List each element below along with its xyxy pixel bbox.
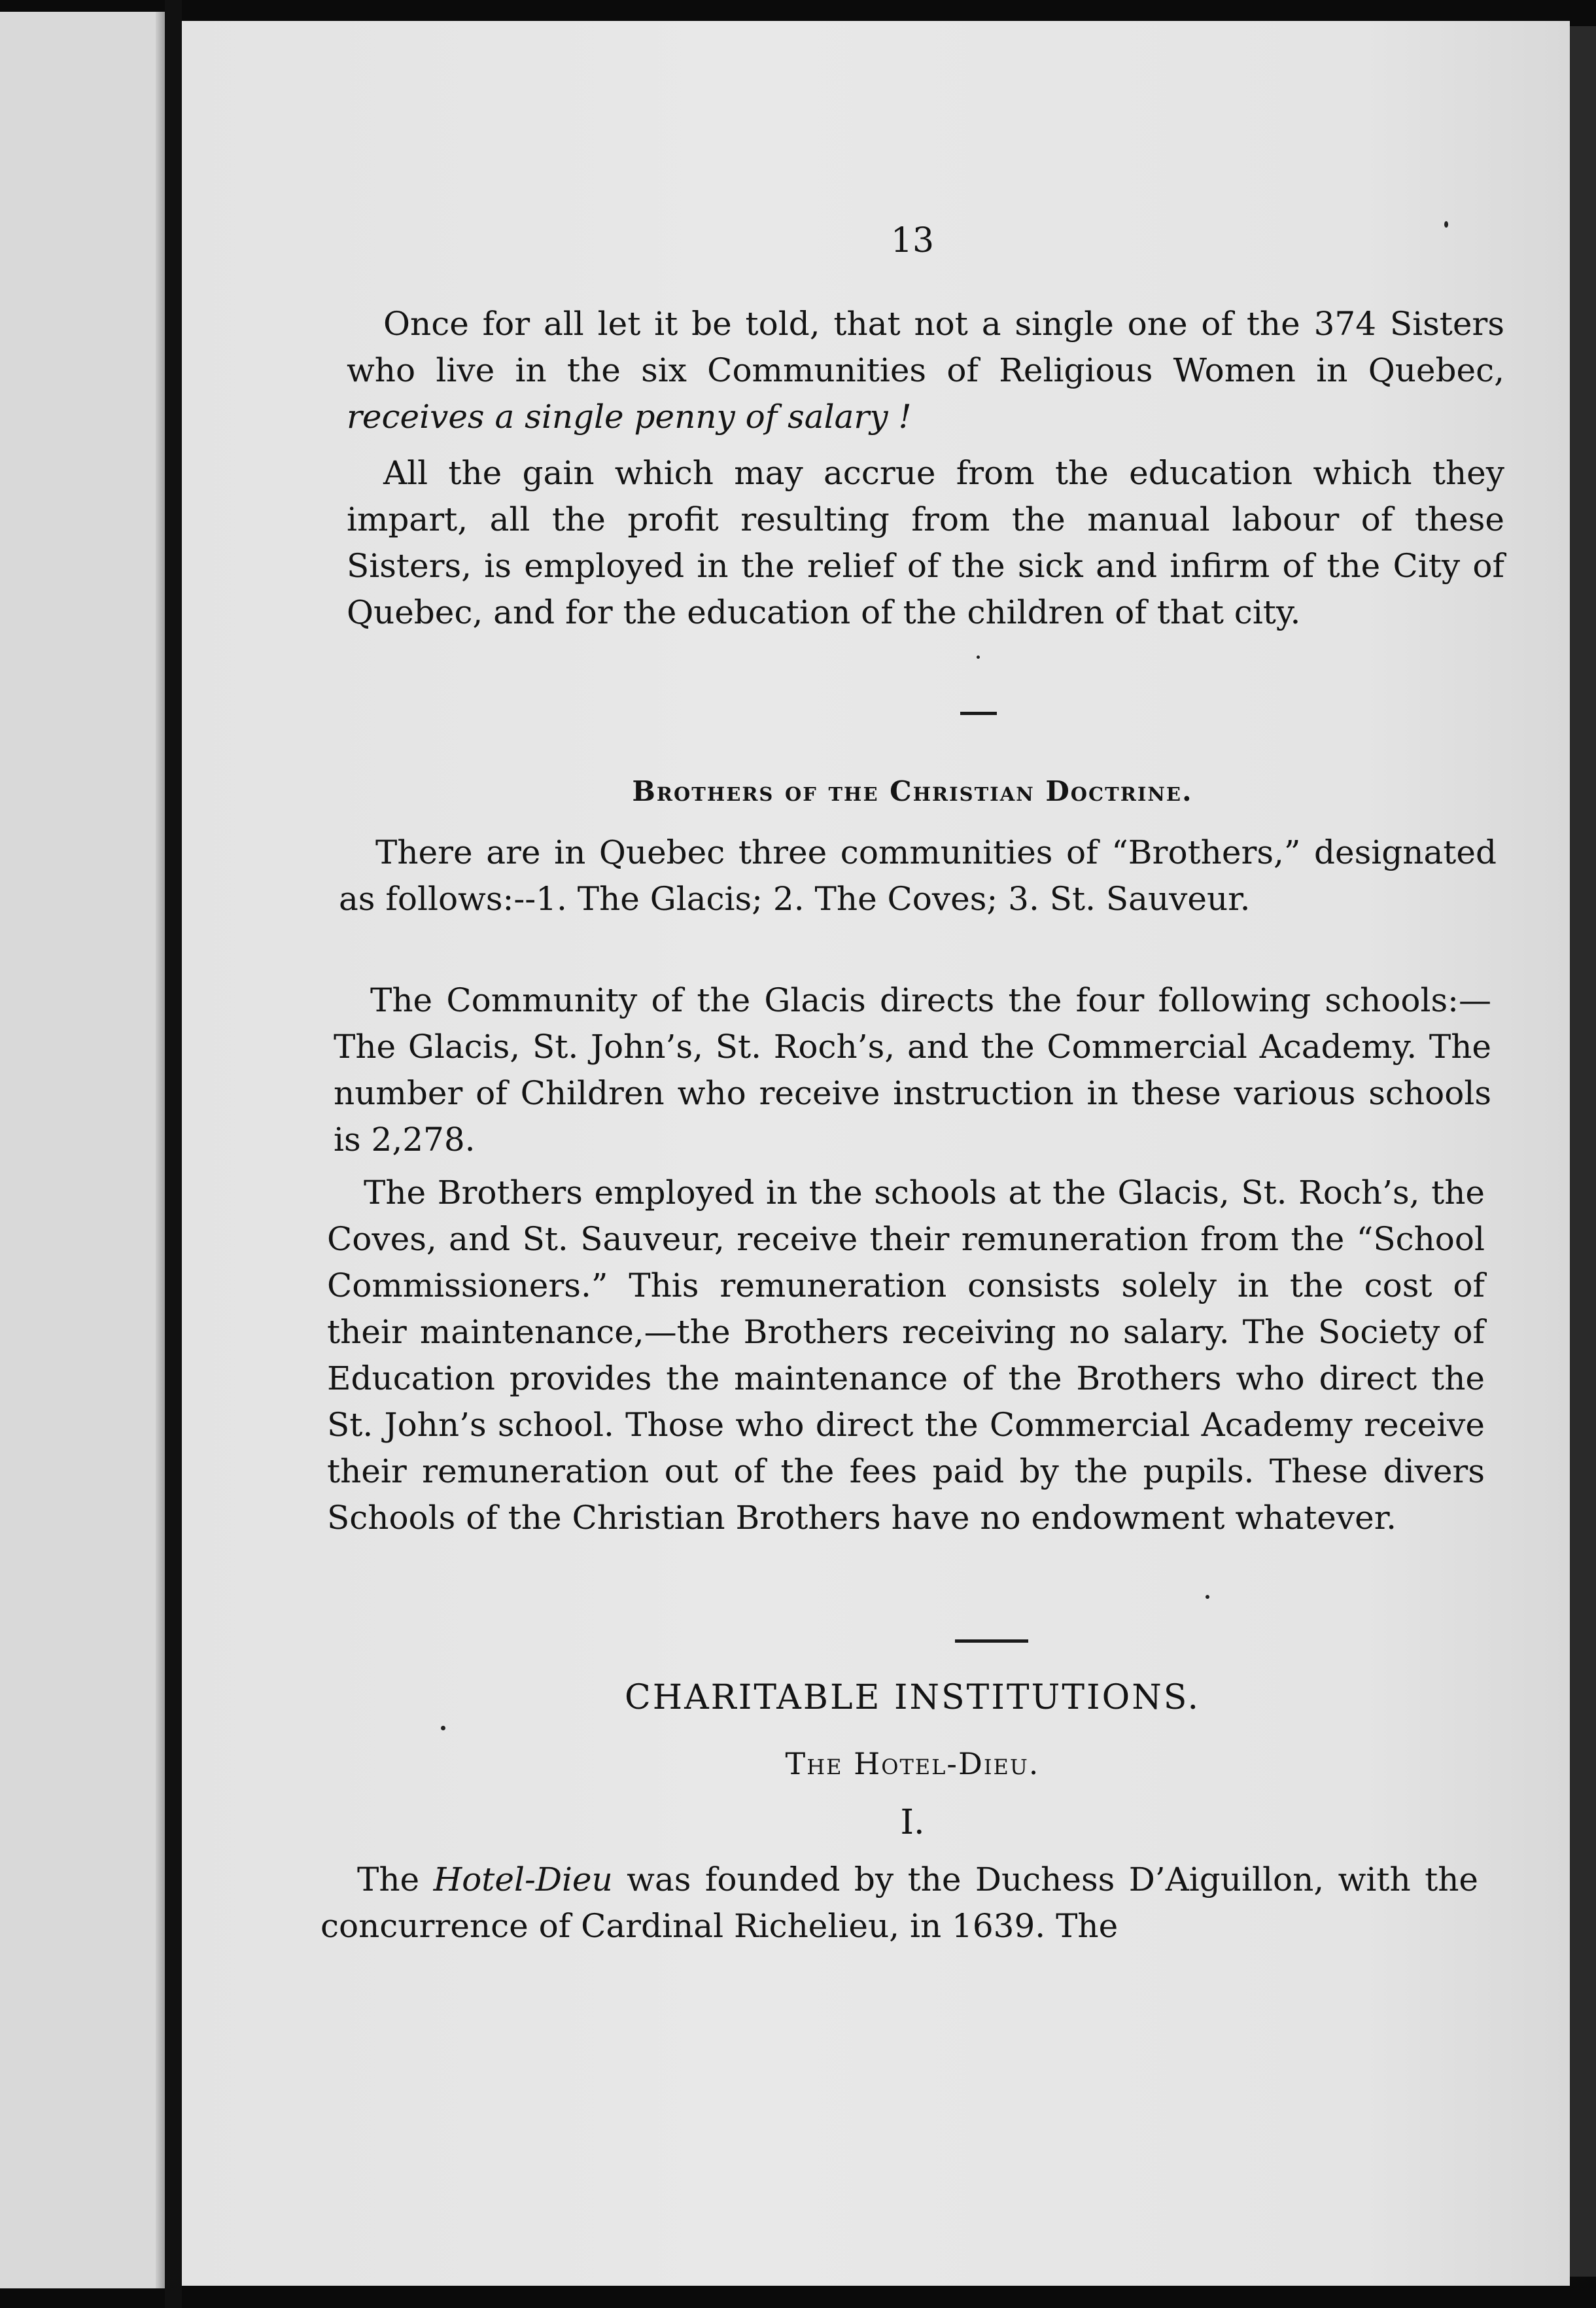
section-title-charitable: CHARITABLE INSTITUTIONS. [624, 1678, 1201, 1717]
ink-speck [977, 656, 980, 659]
section-title-brothers: Brothers of the Christian Doctrine. [632, 775, 1193, 807]
chapter-number: I. [900, 1803, 925, 1842]
section-divider [960, 712, 997, 715]
paragraph-text: The Community of the Glacis directs the four following schools:—The Glacis, St. John’s, St. Roch’s, and the Commercial Academy. The number of Children who receive instruction in these various schools is 2,278. [334, 981, 1491, 1159]
paragraph-text: Once for all let it be told, that not a single one of the 374 Sisters who live in the six Communities of Religious Women in Quebec, [347, 305, 1504, 389]
paragraph-text: All the gain which may accrue from the education which they impart, all the profit resulting from the manual labour of these Sisters, is employed in the relief of the sick and infirm of the City of Quebec, and for the education of the children of that city. [347, 454, 1504, 631]
ink-speck [441, 1726, 445, 1730]
paragraph-text: There are in Quebec three communities of “Brothers,” designated as follows:--1. The Glacis; 2. The Coves; 3. St. Sauveur. [339, 833, 1497, 918]
book-page [182, 21, 1570, 2286]
paragraph-gain [347, 450, 1504, 636]
paragraph-glacis-schools [334, 977, 1491, 1163]
section-subtitle-hotel-dieu: The Hotel-Dieu. [785, 1746, 1040, 1781]
paragraph-text: The [357, 1861, 434, 1898]
page-number: 13 [890, 221, 935, 260]
paragraph-italic-text: Hotel-Dieu [433, 1861, 613, 1898]
paragraph-sisters-salary [347, 301, 1504, 440]
ink-speck [1206, 1595, 1209, 1599]
paragraph-text: was founded by the Duchess D’Aiguillon, with the concurrence of Cardinal Richelieu, in 1639. The [321, 1861, 1478, 1945]
section-divider [955, 1639, 1028, 1643]
facing-page-edge [0, 12, 165, 2288]
paragraph-brothers-communities [339, 830, 1497, 922]
paragraph-text: The Brothers employed in the schools at the Glacis, St. Roch’s, the Coves, and St. Sauveur, receive their remuneration from the “School Commissioners.” This remuneration consists solely in the cost of their maintenance,—the Brothers receiving no salary. The Society of Education provides the maintenance of the Brothers who direct the St. John’s school. Those who direct the Commercial Academy receive their remuneration out of the fees paid by the pupils. These divers Schools of the Christian Brothers have no endowment whatever. [327, 1174, 1485, 1537]
paragraph-remuneration [327, 1170, 1485, 1541]
paragraph-hotel-dieu [321, 1857, 1478, 1950]
paragraph-italic-text: receives a single penny of salary ! [347, 398, 912, 436]
page-right-shadow [1570, 26, 1596, 2277]
book-gutter [165, 0, 182, 2308]
